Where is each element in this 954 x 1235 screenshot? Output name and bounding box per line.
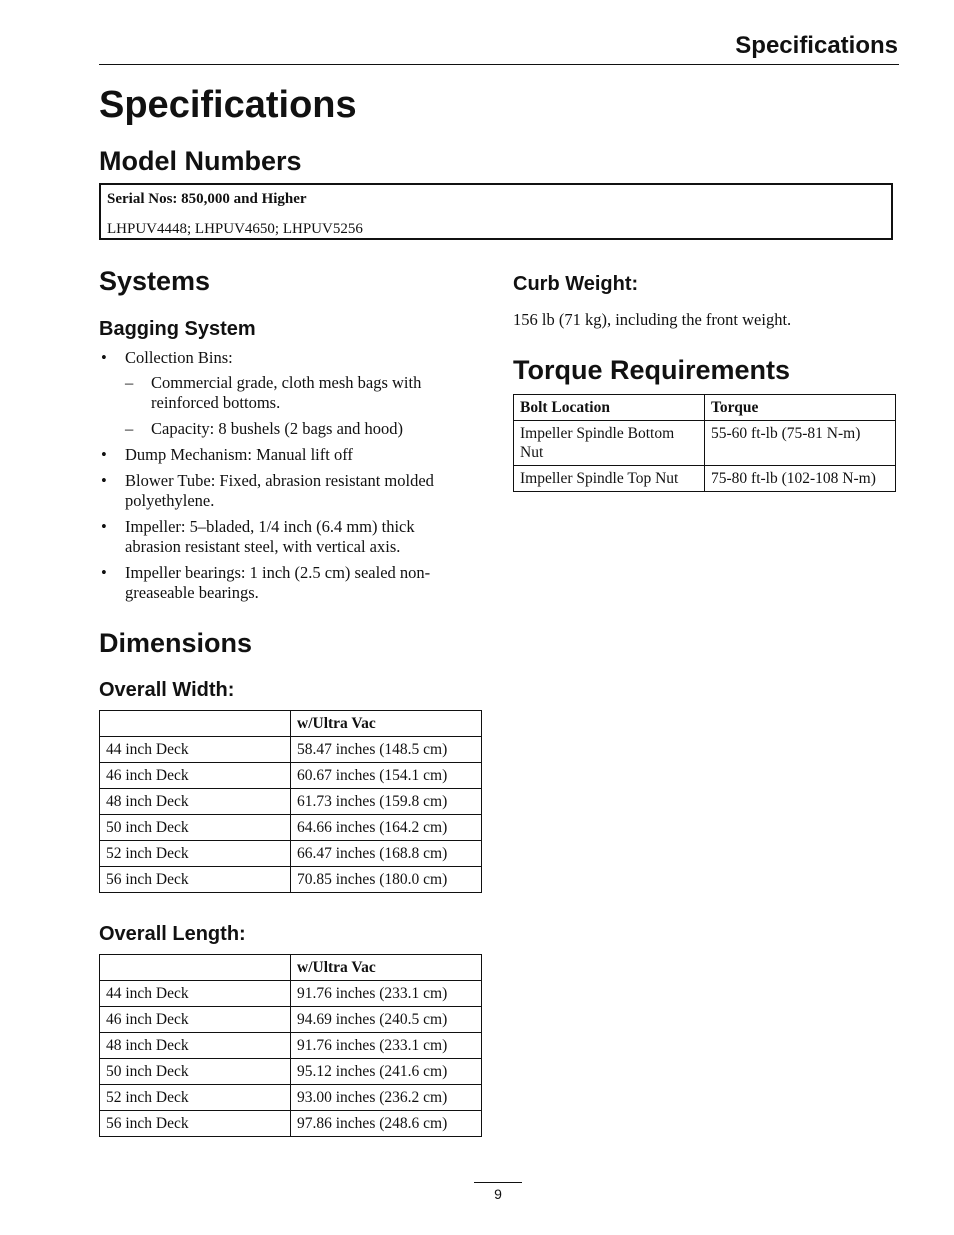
table-cell: 58.47 inches (148.5 cm) — [291, 737, 482, 763]
table-cell: 46 inch Deck — [100, 1007, 291, 1033]
table-cell: 56 inch Deck — [100, 1111, 291, 1137]
bullet-item: • Impeller: 5–bladed, 1/4 inch (6.4 mm) thick abrasion resistant steel, with vertical axis. — [99, 517, 471, 557]
curb-weight-heading: Curb Weight: — [513, 273, 639, 295]
bagging-system-heading: Bagging System — [99, 318, 256, 340]
table-cell: 91.76 inches (233.1 cm) — [291, 1033, 482, 1059]
table-cell: 56 inch Deck — [100, 867, 291, 893]
header-rule — [99, 64, 899, 65]
table-row — [514, 466, 896, 492]
table-row — [100, 1033, 482, 1059]
running-header: Specifications — [735, 32, 898, 59]
table-cell: 75-80 ft-lb (102-108 N-m) — [705, 466, 896, 492]
table-cell: 91.76 inches (233.1 cm) — [291, 981, 482, 1007]
table-row — [514, 421, 896, 466]
table-cell: 64.66 inches (164.2 cm) — [291, 815, 482, 841]
bullet-item — [99, 348, 471, 439]
table-header-row — [514, 395, 896, 421]
table-cell: 55-60 ft-lb (75-81 N-m) — [705, 421, 896, 466]
table-cell: 95.12 inches (241.6 cm) — [291, 1059, 482, 1085]
model-list: LHPUV4448; LHPUV4650; LHPUV5256 — [107, 221, 363, 237]
table-row — [100, 867, 482, 893]
torque-requirements-heading: Torque Requirements — [513, 355, 791, 385]
model-numbers-box — [99, 183, 893, 240]
table-row — [100, 981, 482, 1007]
table-row — [100, 1059, 482, 1085]
table-cell: 44 inch Deck — [100, 981, 291, 1007]
sub-bullet-item: – Commercial grade, cloth mesh bags with reinforced bottoms. — [125, 373, 471, 413]
table-cell: Impeller Spindle Bottom Nut — [514, 421, 705, 466]
table-cell: 48 inch Deck — [100, 789, 291, 815]
page-title: Specifications — [99, 84, 357, 126]
table-row — [100, 815, 482, 841]
sub-bullet-item: – Capacity: 8 bushels (2 bags and hood) — [125, 419, 471, 439]
table-header-row — [100, 711, 482, 737]
table-cell: 44 inch Deck — [100, 737, 291, 763]
table-header-cell: w/Ultra Vac — [291, 955, 482, 981]
page-number-rule — [474, 1182, 522, 1183]
page-number: 9 — [494, 1186, 502, 1202]
table-header-row — [100, 955, 482, 981]
table-row — [100, 789, 482, 815]
table-cell: 50 inch Deck — [100, 1059, 291, 1085]
bagging-system-list — [99, 348, 471, 609]
table-cell: 97.86 inches (248.6 cm) — [291, 1111, 482, 1137]
bullet-item: • Impeller bearings: 1 inch (2.5 cm) sealed non-greaseable bearings. — [99, 563, 471, 603]
dimensions-heading: Dimensions — [99, 628, 253, 658]
table-row — [100, 1007, 482, 1033]
table-header-cell — [100, 711, 291, 737]
serial-number-label: Serial Nos: 850,000 and Higher — [107, 191, 307, 207]
bullet-item: • Blower Tube: Fixed, abrasion resistant molded polyethylene. — [99, 471, 471, 511]
overall-length-heading: Overall Length: — [99, 923, 246, 945]
overall-width-heading: Overall Width: — [99, 679, 235, 701]
bullet-item: • Dump Mechanism: Manual lift off — [99, 445, 471, 465]
curb-weight-text: 156 lb (71 kg), including the front weight. — [513, 310, 792, 329]
table-row — [100, 763, 482, 789]
table-cell: Impeller Spindle Top Nut — [514, 466, 705, 492]
table-header-cell: w/Ultra Vac — [291, 711, 482, 737]
table-header-cell: Torque — [705, 395, 896, 421]
table-row — [100, 737, 482, 763]
table-cell: 46 inch Deck — [100, 763, 291, 789]
table-cell: 94.69 inches (240.5 cm) — [291, 1007, 482, 1033]
table-cell: 48 inch Deck — [100, 1033, 291, 1059]
table-header-cell: Bolt Location — [514, 395, 705, 421]
table-row — [100, 841, 482, 867]
table-row — [100, 1111, 482, 1137]
table-cell: 52 inch Deck — [100, 841, 291, 867]
table-cell: 60.67 inches (154.1 cm) — [291, 763, 482, 789]
model-numbers-heading: Model Numbers — [99, 146, 302, 176]
table-header-cell — [100, 955, 291, 981]
table-cell: 70.85 inches (180.0 cm) — [291, 867, 482, 893]
table-cell: 52 inch Deck — [100, 1085, 291, 1111]
bullet-text: Collection Bins: — [125, 348, 233, 367]
table-cell: 66.47 inches (168.8 cm) — [291, 841, 482, 867]
systems-heading: Systems — [99, 266, 211, 296]
overall-width-table — [99, 710, 482, 893]
table-row — [100, 1085, 482, 1111]
table-cell: 50 inch Deck — [100, 815, 291, 841]
table-cell: 61.73 inches (159.8 cm) — [291, 789, 482, 815]
table-cell: 93.00 inches (236.2 cm) — [291, 1085, 482, 1111]
torque-table — [513, 394, 896, 492]
overall-length-table — [99, 954, 482, 1137]
